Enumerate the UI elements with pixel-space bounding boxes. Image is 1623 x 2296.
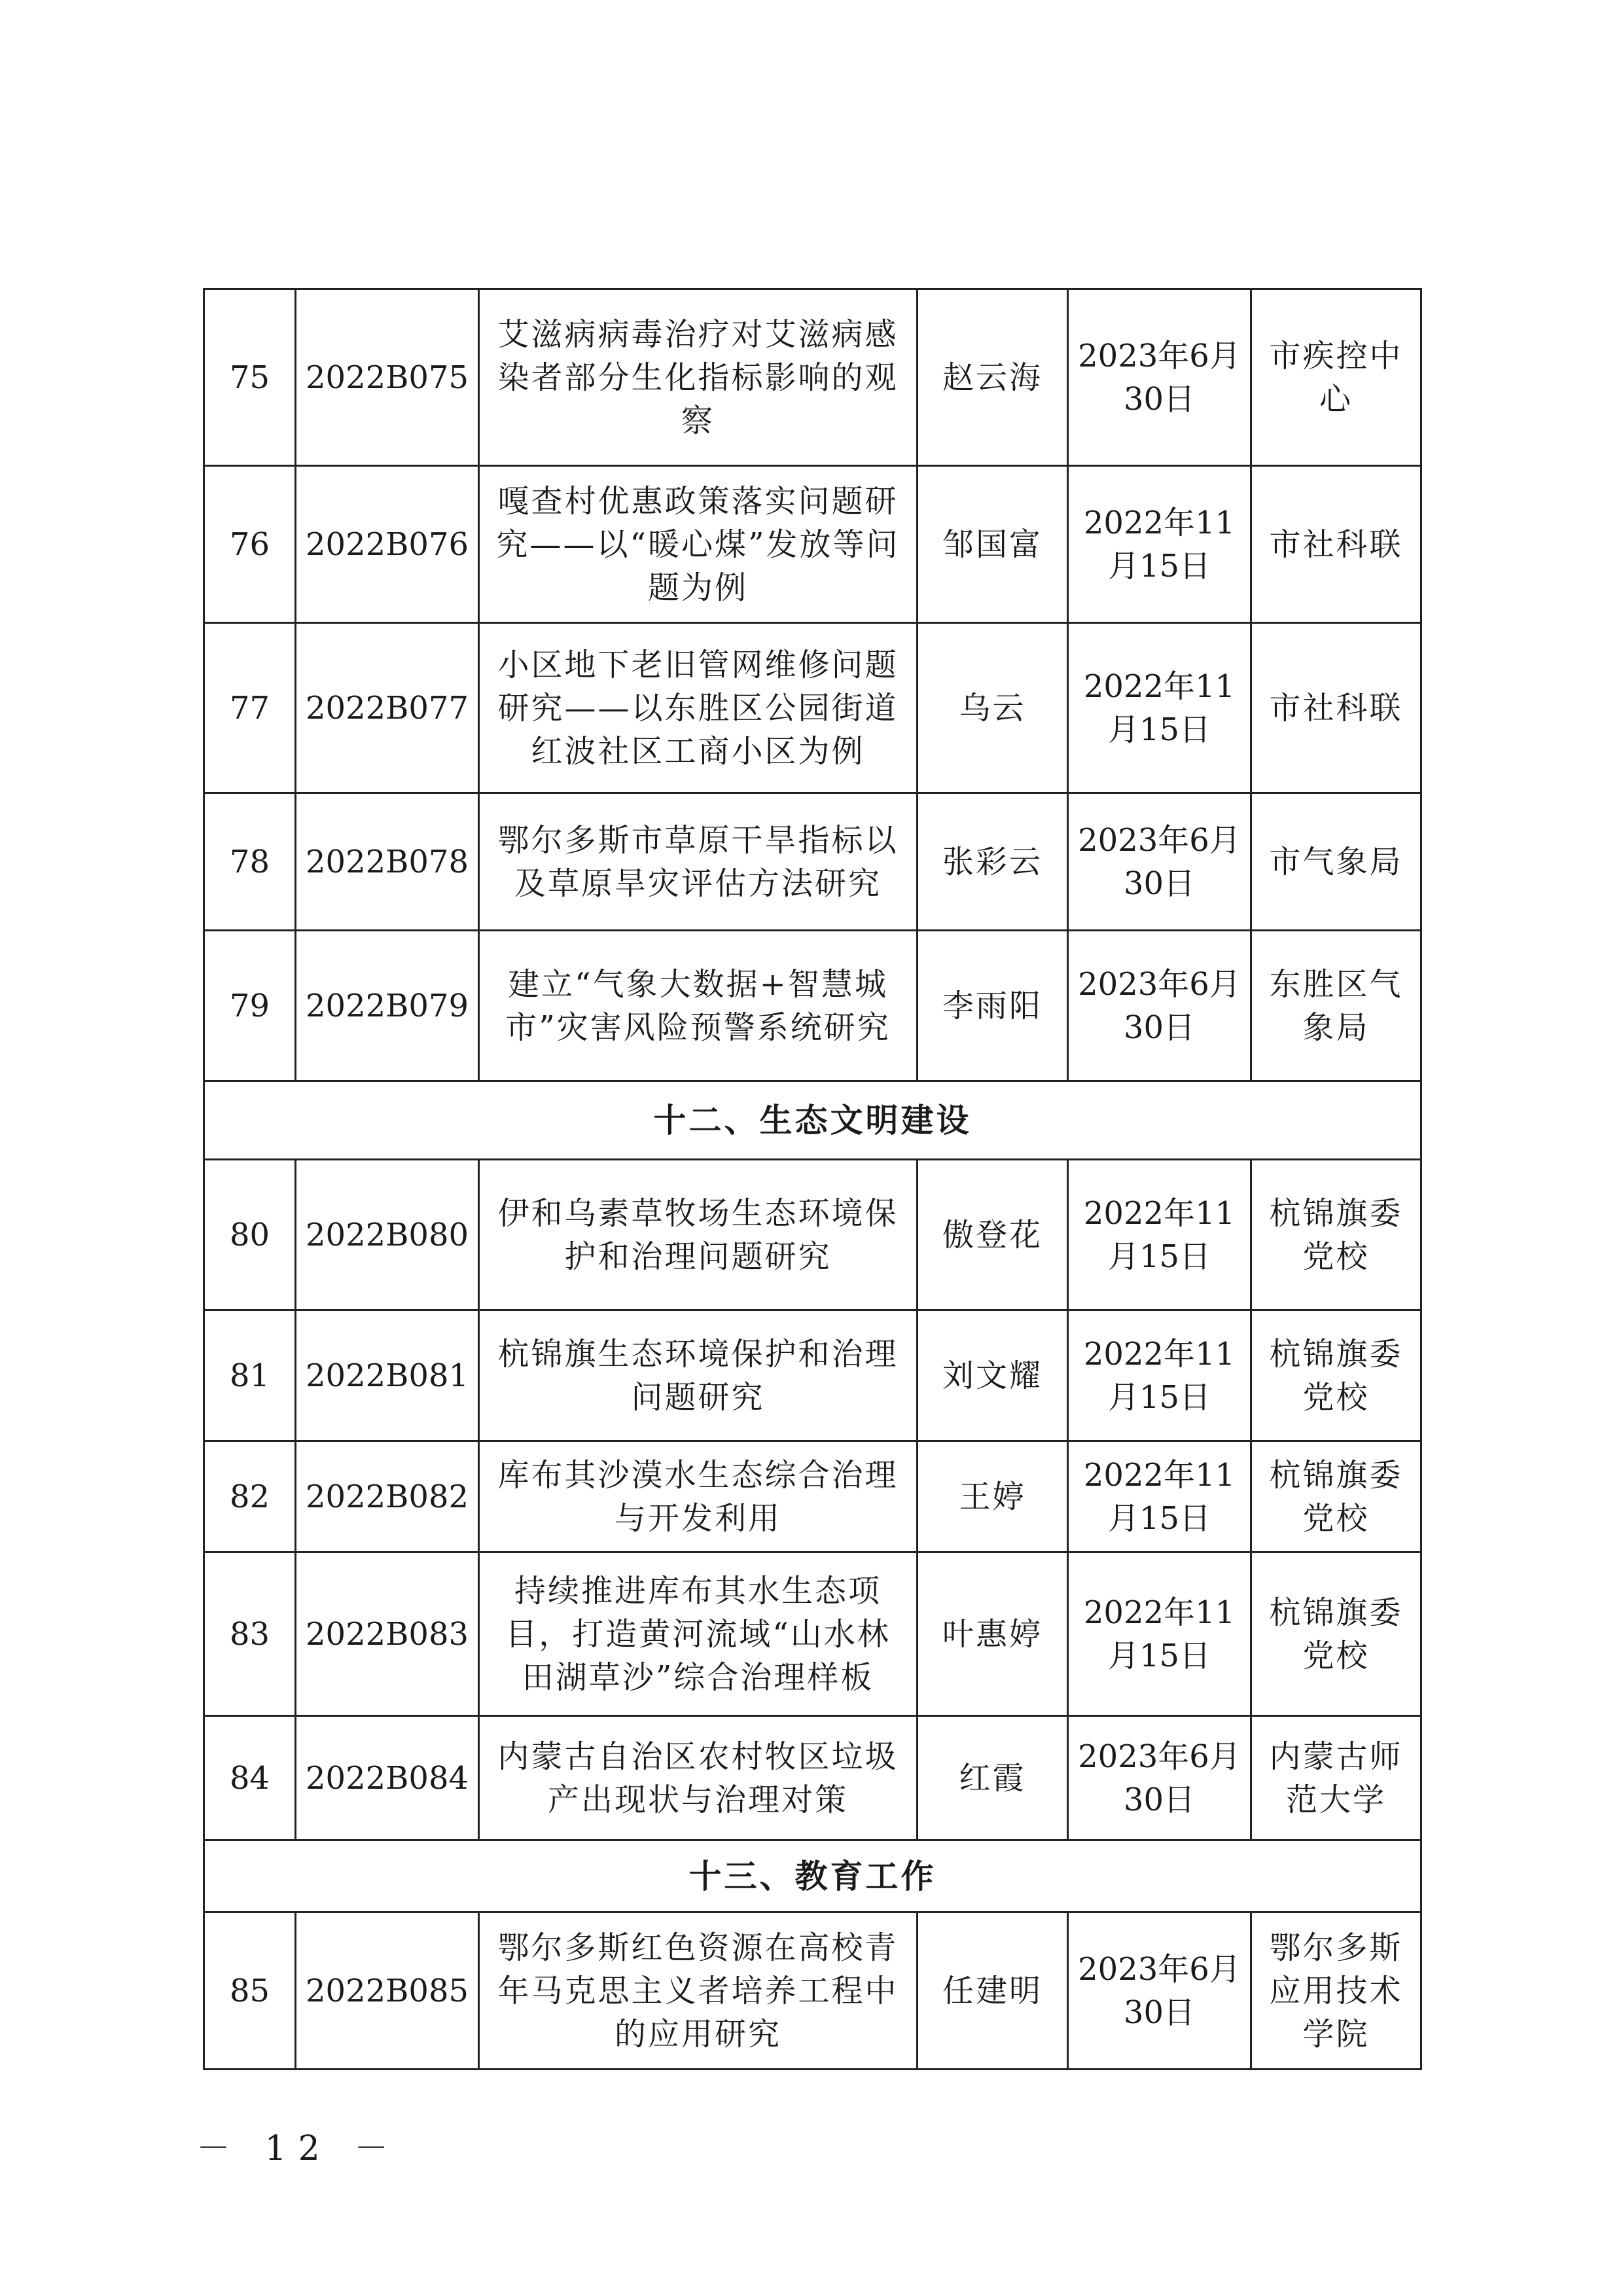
project-code-cell: 2022B084 (296, 1716, 479, 1840)
table-row (204, 1441, 1421, 1552)
row-number-cell: 83 (204, 1552, 296, 1716)
lead-person-cell: 王婷 (918, 1441, 1068, 1552)
page-number: － 12 － (196, 2129, 401, 2168)
row-number-cell: 85 (204, 1912, 296, 2070)
row-number-cell: 81 (204, 1310, 296, 1441)
table-row (204, 1716, 1421, 1840)
project-code-cell: 2022B077 (296, 623, 479, 793)
table-row (204, 793, 1421, 931)
due-date-cell: 2022年11月15日 (1068, 1552, 1251, 1716)
project-title-cell: 嘎查村优惠政策落实问题研究——以“暖心煤”发放等问题为例 (479, 466, 918, 623)
row-number-cell: 77 (204, 623, 296, 793)
due-date-cell: 2023年6月30日 (1068, 1716, 1251, 1840)
project-title-cell: 持续推进库布其水生态项目，打造黄河流域“山水林田湖草沙”综合治理样板 (479, 1552, 918, 1716)
lead-person-cell: 赵云海 (918, 289, 1068, 466)
table-row (204, 623, 1421, 793)
due-date-cell: 2022年11月15日 (1068, 466, 1251, 623)
unit-cell: 市气象局 (1251, 793, 1421, 931)
unit-cell: 东胜区气象局 (1251, 931, 1421, 1081)
lead-person-cell: 张彩云 (918, 793, 1068, 931)
project-title-cell: 库布其沙漠水生态综合治理与开发利用 (479, 1441, 918, 1552)
due-date-cell: 2023年6月30日 (1068, 289, 1251, 466)
unit-cell: 杭锦旗委党校 (1251, 1552, 1421, 1716)
table-row (204, 289, 1421, 466)
project-code-cell: 2022B075 (296, 289, 479, 466)
unit-cell: 内蒙古师范大学 (1251, 1716, 1421, 1840)
project-table (203, 288, 1422, 2070)
lead-person-cell: 叶惠婷 (918, 1552, 1068, 1716)
due-date-cell: 2023年6月30日 (1068, 931, 1251, 1081)
table-row (204, 1160, 1421, 1310)
row-number-cell: 80 (204, 1160, 296, 1310)
project-code-cell: 2022B085 (296, 1912, 479, 2070)
project-code-cell: 2022B076 (296, 466, 479, 623)
section-header-row (204, 1081, 1421, 1160)
project-title-cell: 建立“气象大数据+智慧城市”灾害风险预警系统研究 (479, 931, 918, 1081)
project-title-cell: 鄂尔多斯市草原干旱指标以及草原旱灾评估方法研究 (479, 793, 918, 931)
unit-cell: 市社科联 (1251, 623, 1421, 793)
project-title-cell: 杭锦旗生态环境保护和治理问题研究 (479, 1310, 918, 1441)
lead-person-cell: 李雨阳 (918, 931, 1068, 1081)
project-table-body (204, 289, 1421, 2070)
row-number-cell: 82 (204, 1441, 296, 1552)
table-row (204, 931, 1421, 1081)
unit-cell: 市社科联 (1251, 466, 1421, 623)
project-code-cell: 2022B081 (296, 1310, 479, 1441)
row-number-cell: 76 (204, 466, 296, 623)
project-title-cell: 艾滋病病毒治疗对艾滋病感染者部分生化指标影响的观察 (479, 289, 918, 466)
unit-cell: 鄂尔多斯应用技术学院 (1251, 1912, 1421, 2070)
lead-person-cell: 红霞 (918, 1716, 1068, 1840)
lead-person-cell: 邹国富 (918, 466, 1068, 623)
section-title: 十二、生态文明建设 (204, 1081, 1421, 1160)
row-number-cell: 75 (204, 289, 296, 466)
section-header-row (204, 1840, 1421, 1912)
due-date-cell: 2022年11月15日 (1068, 1310, 1251, 1441)
due-date-cell: 2022年11月15日 (1068, 1441, 1251, 1552)
table-row (204, 466, 1421, 623)
project-title-cell: 内蒙古自治区农村牧区垃圾产出现状与治理对策 (479, 1716, 918, 1840)
due-date-cell: 2022年11月15日 (1068, 623, 1251, 793)
project-code-cell: 2022B080 (296, 1160, 479, 1310)
table-row (204, 1310, 1421, 1441)
project-title-cell: 鄂尔多斯红色资源在高校青年马克思主义者培养工程中的应用研究 (479, 1912, 918, 2070)
lead-person-cell: 傲登花 (918, 1160, 1068, 1310)
unit-cell: 杭锦旗委党校 (1251, 1310, 1421, 1441)
lead-person-cell: 任建明 (918, 1912, 1068, 2070)
unit-cell: 杭锦旗委党校 (1251, 1160, 1421, 1310)
due-date-cell: 2022年11月15日 (1068, 1160, 1251, 1310)
section-title: 十三、教育工作 (204, 1840, 1421, 1912)
project-code-cell: 2022B079 (296, 931, 479, 1081)
project-title-cell: 小区地下老旧管网维修问题研究——以东胜区公园街道红波社区工商小区为例 (479, 623, 918, 793)
lead-person-cell: 乌云 (918, 623, 1068, 793)
table-row (204, 1552, 1421, 1716)
due-date-cell: 2023年6月30日 (1068, 793, 1251, 931)
project-code-cell: 2022B078 (296, 793, 479, 931)
unit-cell: 杭锦旗委党校 (1251, 1441, 1421, 1552)
project-code-cell: 2022B082 (296, 1441, 479, 1552)
due-date-cell: 2023年6月30日 (1068, 1912, 1251, 2070)
lead-person-cell: 刘文耀 (918, 1310, 1068, 1441)
project-title-cell: 伊和乌素草牧场生态环境保护和治理问题研究 (479, 1160, 918, 1310)
table-row (204, 1912, 1421, 2070)
unit-cell: 市疾控中心 (1251, 289, 1421, 466)
row-number-cell: 78 (204, 793, 296, 931)
row-number-cell: 84 (204, 1716, 296, 1840)
row-number-cell: 79 (204, 931, 296, 1081)
project-code-cell: 2022B083 (296, 1552, 479, 1716)
